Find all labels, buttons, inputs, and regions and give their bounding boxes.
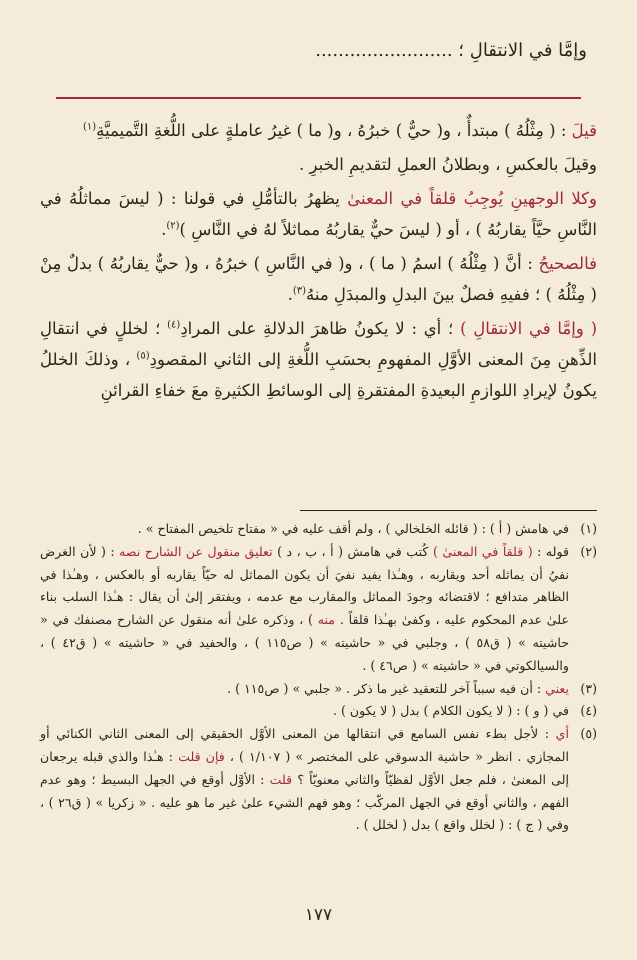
paragraph-4-text: : أنَّ ( مِثْلُهُ ) اسمُ ( ما ) ، و( في النَّاسِ ) خبرُهُ ، و( حيٌّ يقاربُهُ ) بدلٌ مِنْ ( مِثْلُهُ ) ؛ ففيهِ فصلٌ بينَ البدلِ والمبدَلِ منهُ — [40, 254, 597, 304]
footnote-text: في ( و ) : ( لا يكون الكلام ) بدل ( لا يكون ) . — [332, 703, 569, 719]
footnote-ref-1[interactable]: (١) — [82, 121, 97, 133]
paragraph-3 — [40, 183, 597, 245]
term-kila-alwajhayn: وكلا الوجهينِ يُوجِبُ قلقاً في المعنىٰ — [347, 189, 597, 208]
paragraph-3-text: يظهرُ بالتأمُّلِ في قولنا : ( ليسَ مماثلُهُ في النَّاسِ حيَّاً يقاربُهُ ) ، أو ( ليسَ حيٌّ يقاربُهُ مماثلاً لهُ في النَّاسِ ) — [40, 189, 597, 239]
footnote-term: يعني — [545, 680, 569, 696]
footnote-number: (٥) — [580, 726, 597, 742]
footnote-1 — [40, 518, 597, 541]
footnote-4 — [40, 700, 597, 723]
paragraph-1 — [40, 115, 597, 146]
header-title: وإمَّا في الانتقالِ ؛ — [458, 40, 587, 61]
footnote-term: أي — [555, 726, 569, 742]
footnote-lead: قوله : — [537, 543, 569, 559]
term-qila: قيلَ — [571, 121, 597, 140]
paragraph-5-text-3: ، وذلكَ الخللُ يكونُ لإيرادِ اللوازمِ البعيدةِ المفتقرةِ إلى الوسائطِ الكثيرةِ معَ خفاءِ القرائنِ — [40, 350, 597, 400]
paragraph-5-text-1: ؛ أي : لا يكونُ ظاهرَ الدلالةِ على المرادِ — [180, 319, 454, 338]
footnote-body — [40, 723, 569, 837]
paragraph-2 — [40, 149, 597, 180]
footnote-text: ) ، وذكره علىٰ أنه منقول عن الشارح مصنفك في « حاشيته » ( ق٥٨ ) ، وجلبي في « حاشيته » ( ص١١٥ ) ، والحفيد في « حاشيته » ( ق٤٢ ) ، والسيالكوتي في « حاشيته » ( ص٤٦ ) . — [40, 612, 569, 673]
footnote-divider — [300, 510, 597, 511]
footnote-text: كُتب في هامش ( أ ، ب ، د ) — [277, 543, 429, 559]
footnote-term: ( قلقاً في المعنىٰ ) — [432, 543, 533, 559]
footnote-ref-4[interactable]: (٤) — [167, 319, 181, 331]
footnote-ref-2[interactable]: (٢) — [166, 220, 180, 232]
footnote-3 — [40, 678, 597, 701]
page-number: ١٧٧ — [304, 905, 333, 925]
footnote-body — [40, 518, 569, 541]
term-wa-imma-fil-intiqal: ( وإمَّا في الانتقالِ ) — [460, 319, 598, 338]
footnote-2 — [40, 541, 597, 678]
paragraph-3-end: . — [161, 220, 167, 239]
main-text — [40, 115, 597, 409]
footnote-term: منه — [317, 612, 336, 628]
paragraph-2-text: وقيلَ بالعكسِ ، وبطلانُ العملِ لتقديمِ الخبرِ . — [299, 155, 597, 174]
footnote-number: (١) — [580, 521, 597, 536]
footnote-term: تعليق منقول عن الشارح نصه — [119, 543, 273, 559]
footnote-5 — [40, 723, 597, 837]
footnote-text: في هامش ( أ ) : ( قائله الخلخالي ) ، ولم أقف عليه في « مفتاح تلخيص المفتاح » . — [137, 521, 569, 536]
footnote-text: : أن فيه سبباً آخر للتعقيد غير ما ذكر . « جلبي » ( ص١١٥ ) . — [227, 680, 542, 696]
paragraph-5 — [40, 313, 597, 406]
footnote-number: (٣) — [580, 680, 597, 696]
running-header — [44, 40, 587, 61]
footnote-body — [40, 678, 569, 701]
header-dots: ........................ — [315, 40, 453, 61]
footnote-term: فإن قلت — [178, 748, 225, 764]
footnote-number: (٤) — [580, 703, 597, 719]
footnote-term: قلت — [269, 771, 293, 787]
term-alsahih: فالصحيحُ — [538, 254, 597, 273]
footnote-text: : الأوَّل أوقع في الجهل البسيط ؛ وهو عدم الفهم ، والثاني أوقع في الجهل المركّب ؛ وهو فهم الشيء علىٰ غير ما هو عليه . « زكريا » ( ق٢٦ ) ، وفي ( ج ) : ( لخلل واقع ) بدل ( لخلل ) . — [40, 771, 569, 833]
footnote-ref-5[interactable]: (٥) — [136, 350, 150, 362]
header-divider — [56, 97, 581, 99]
footnote-text: : لأجل بطء نفس السامع في انتقالها من المعنى الأوَّل الحقيقي إلى المعنى الثاني الكنائي أو المجازي . انظر « حاشية الدسوقي على المختصر » ( ١/١٠٧ ) ، — [40, 726, 569, 764]
footnote-text: : هـٰذا والذي قبله يرجعان إلى المعنىٰ ، فلم جعل الأوَّل لفظيّاً والثاني معنويّاً ؟ — [40, 748, 569, 787]
paragraph-4 — [40, 248, 597, 310]
paragraph-4-end: . — [287, 285, 293, 304]
paragraph-1-text: : ( مِثْلُهُ ) مبتدأٌ ، و( حيٌّ ) خبرُهُ ، و( ما ) غيرُ عاملةٍ على اللُّغةِ التَّميميَّةِ — [96, 121, 567, 140]
footnote-number: (٢) — [580, 543, 597, 559]
footnote-body — [40, 541, 569, 678]
footnote-text: : ( لأن الغرض نفيُ أن يماثله أحد ويقاربه ، وهـٰذا يفيد نفيَ أن يكون المماثل له حيّاً يقاربه أو بالعكس ، وهـٰذا في الظاهر متدافع ؛ لاقتضائه وجودَ المماثل والمقارب مع عدمه ، ويفتقر إلىٰ أن يقال : هـٰذا السلب بناء علىٰ عدم المحكوم عليه ، وكفىٰ بهـٰذا قلقاً . — [40, 543, 569, 628]
footnote-ref-3[interactable]: (٣) — [292, 285, 307, 297]
footnote-body — [40, 700, 569, 723]
footnotes — [40, 518, 597, 837]
paragraph-5-text-2: ؛ لخللٍ في انتقالِ الذِّهنِ مِنَ المعنى الأوَّلِ المفهومِ بحسَبِ اللُّغةِ إلى الثاني المقصودِ — [40, 319, 597, 369]
